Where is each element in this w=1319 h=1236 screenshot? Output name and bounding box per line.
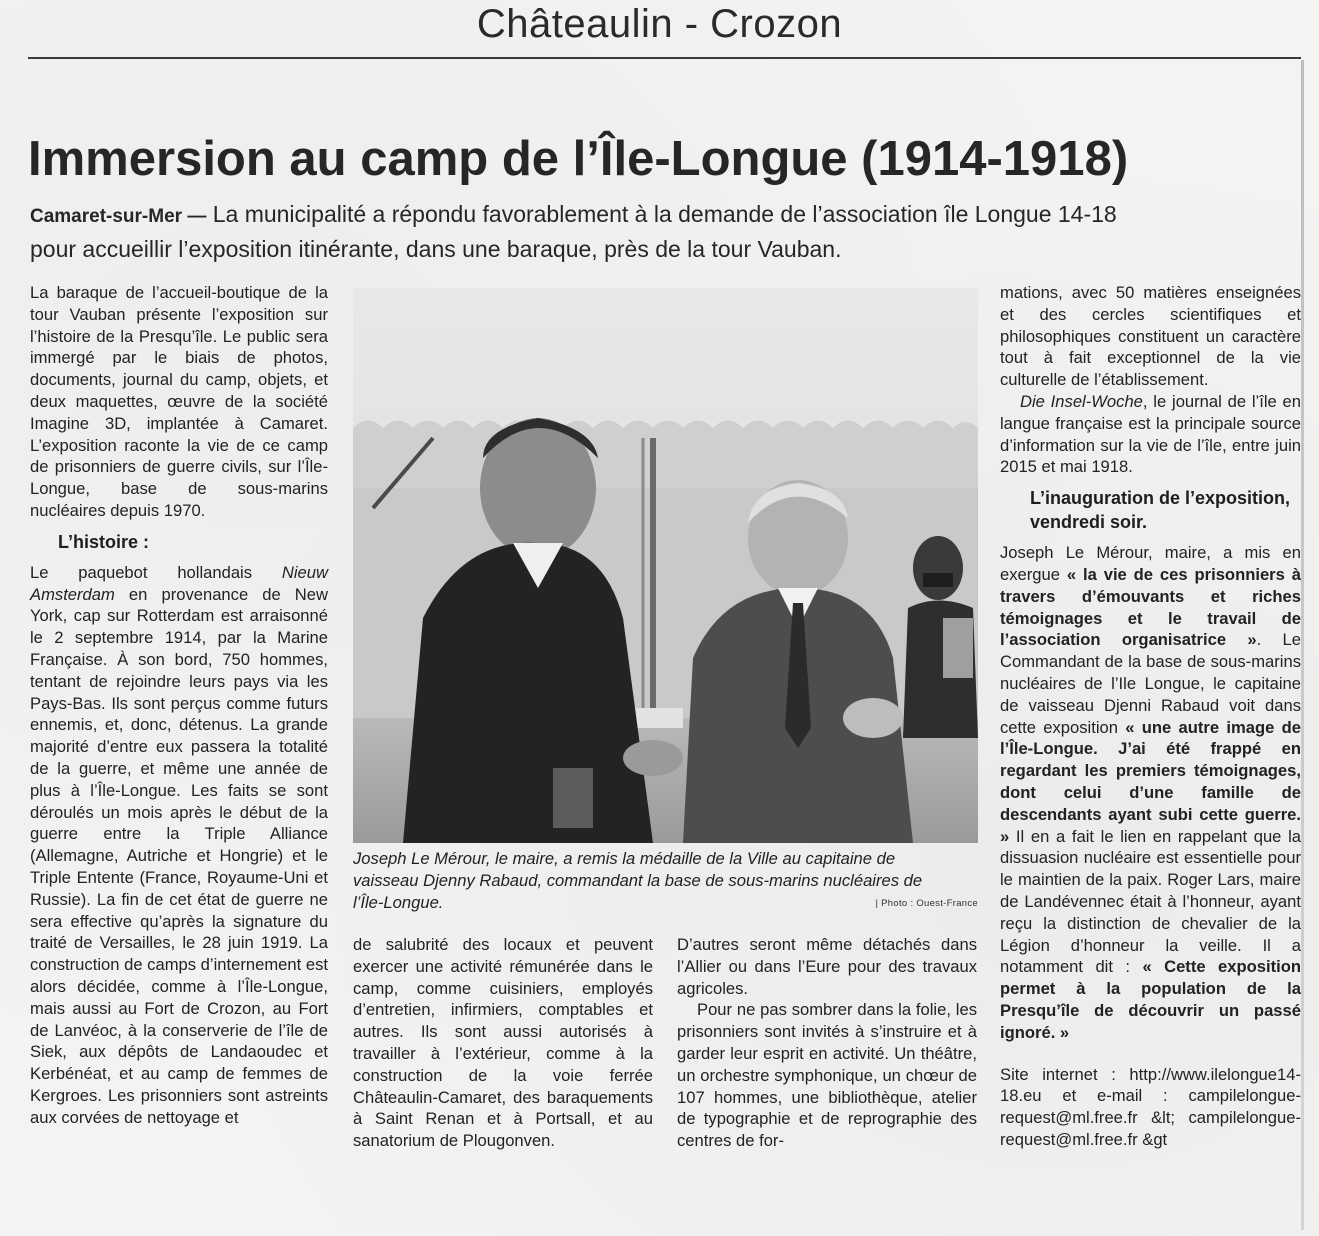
lead-place: Camaret-sur-Mer — (30, 206, 207, 227)
column-4 (1000, 282, 1301, 1151)
quote-commander: « une autre image de l’Île-Longue. J’ai été frappé en regardant les premiers témoignages, dont celui d’une famille de descendants ayant subi cette guerre. » (1000, 717, 1301, 846)
column-2 (353, 934, 653, 1152)
newspaper-name: Die Insel-Woche (1020, 391, 1143, 411)
col1-paragraph-1: La baraque de l’accueil-boutique de la tour Vauban présente l’exposition sur l’histoire de la Presqu’île. Le public sera immergé par le biais de photos, documents, journal du camp, objets, et deux maquettes, œuvre de la société Imagine 3D, implantée à Camaret. L’exposition raconte la vie de ce camp de prisonniers de guerre civils, sur l’Île-Longue, base de sous-marins nucléaires depuis 1970. (30, 283, 328, 520)
col4-subhead: L’inauguration de l’exposition, vendredi soir. (1030, 488, 1291, 533)
col4-p3-c: Il en a fait le lien en rappelant que la dissuasion nucléaire est essentielle pour le maintien de la paix. Roger Lars, maire de Landévennec était à l’honneur, ayant reçu la distinction de chevalier de la Légion d’honneur la veille. Il a notamment dit : (1000, 826, 1301, 977)
page-edge (1301, 60, 1304, 1230)
ship-name: Nieuw Amsterdam (30, 562, 328, 604)
photo-caption: Joseph Le Mérour, le maire, a remis la médaille de la Ville au capitaine de vaisseau Djenny Rabaud, commandant la base de sous-marins nucléaires de l’Île-Longue. (353, 849, 923, 912)
col4-paragraph-2 (1000, 391, 1301, 478)
column-3 (677, 934, 977, 1152)
quote-mayor: « la vie de ces prisonniers à travers d’émouvants et riches témoignages et le travail de l’association organisatrice » (1000, 564, 1301, 650)
lead-text: La municipalité a répondu favorablement à la demande de l’association île Longue 14-18 pour accueillir l’exposition itinérante, dans une baraque, près de la tour Vauban. (30, 201, 1117, 262)
quote-lars: « Cette exposition permet à la population de la Presqu’île de découvrir un passé ignoré. » (1000, 957, 1301, 1042)
photo-illustration (353, 288, 978, 843)
header-rule (28, 57, 1301, 59)
col3-paragraph-2: Pour ne pas sombrer dans la folie, les prisonniers sont invités à s’instruire et à garder leur esprit en activité. Un théâtre, un orchestre symphonique, un chœur de 107 hommes, une bibliothèque, atelier de typographie et de reprographie des centres de for- (677, 1000, 977, 1151)
photo-credit: | Photo : Ouest-France (875, 898, 978, 909)
column-1 (30, 282, 328, 1128)
col2-paragraph-1: de salubrité des locaux et peuvent exercer une activité rémunérée dans le camp, comme cuisiniers, employés d’entretien, infirmiers, comptables et autres. Ils sont aussi autorisés à travailler à l’extérieur, comme à la construction de la voie ferrée Châteaulin-Camaret, des baraquements à Saint Renan et à Portsall, et au sanatorium de Plougonven. (353, 935, 653, 1151)
col1-p2-rest: en provenance de New York, cap sur Rotterdam est arraisonné le 2 septembre 1914, par la Marine Française. À son bord, 750 hommes, tentant de rejoindre leurs pays via les Pays-Bas. Ils sont perçus comme futurs ennemis, et, donc, détenus. La grande majorité d’entre eux passera la totalité de la guerre, et même une année de plus à l’Île-Longue. Les faits se sont déroulés un mois après le début de la guerre entre la Triple Alliance (Allemagne, Autriche et Hongrie) et le Triple Entente (France, Royaume-Uni et Russie). La fin de cet état de guerre ne sera effective qu’après la signature du traité de Versailles, le 28 juin 1919. La construction de camps d’internement est alors décidée, comme à l’Île-Longue, mais aussi au Fort de Crozon, au Fort de Lanvéoc, à la conserverie de l’île de Siek, aux dépôts de Landaoudec et Kerbénéat, et au camp de femmes de Kergroes. Les prisonniers sont astreints aux corvées de nettoyage et (30, 584, 328, 1127)
col4-paragraph-1: mations, avec 50 matières enseignées et des cercles scientifiques et philosophiques constituent un caractère tout à fait exceptionnel de la vie culturelle de l’établissement. (1000, 283, 1301, 390)
col4-p2-rest: , le journal de l’île en langue française est la principale source d’information sur la vie de l’île, entre juin 2015 et mai 1918. (1000, 391, 1301, 477)
article-photo (353, 288, 978, 843)
col3-paragraph-1: D’autres seront même détachés dans l’Allier ou dans l’Eure pour des travaux agricoles. (677, 935, 977, 998)
col4-p3-a: Joseph Le Mérour, maire, a mis en exergue (1000, 543, 1301, 584)
section-header: Châteaulin - Crozon (476, 2, 843, 46)
article-title: Immersion au camp de l’Île-Longue (1914-1918) (28, 132, 1129, 186)
col1-paragraph-2 (30, 562, 328, 1129)
col1-subhead: L’histoire : (58, 531, 150, 552)
col4-contact: Site internet : http://www.ilelongue14-18.eu et e-mail : campilelongue-request@ml.free.fr &lt; campilelongue-request@ml.free.fr &gt (1000, 1064, 1301, 1149)
col1-p2-start: Le paquebot hollandais (30, 562, 282, 582)
article-lead (30, 198, 1140, 265)
col4-p3-b: . Le Commandant de la base de sous-marins nucléaires de l’Ile Longue, le capitaine de vaisseau Djenni Rabaud voit dans cette exposition (1000, 630, 1301, 737)
col4-paragraph-3 (1000, 542, 1301, 1043)
